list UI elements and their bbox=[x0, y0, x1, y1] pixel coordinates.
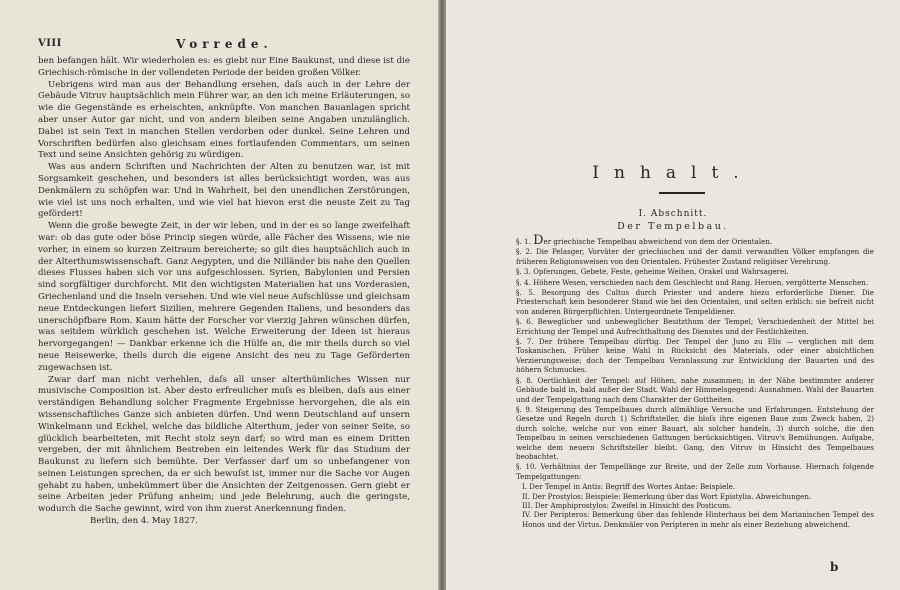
toc-entry-number: §. 5. bbox=[516, 288, 536, 298]
toc-entry-text: Die Pelasger, Vorväter der griechischen und der damit verwandten Völker empfangen die früheren Religionsweisen von den Orientalen. Frühester Zustand religiöser Verehrung. bbox=[516, 247, 874, 266]
toc-entry-number: §. 10. bbox=[516, 462, 537, 472]
toc-sub-entry: II. Der Prostylos: Beispiele: Bemerkung über das Wort Epistylia. Abweichungen. bbox=[522, 491, 812, 501]
preface-paragraph: Wenn die große bewegte Zeit, in der wir leben, und in der es so lange zweifelhaft war: ob das gute oder böse Princip siegen würde, alle Fächer des Wissens, wie nie vorher, in einem so kurzen Zeitraum bereicherte; so gilt dies hauptsächlich auch in der Alterthumswissenschaft. Ganz Aegypten, und die Nilländer bis nahe den Quellen dieses Flusses haben sich vor uns aufgeschlossen. Syrien, Babylonien und Persien sind sorgfältiger durchforcht. Mit den wichtigsten Materialien hat uns Vorderasien, Griechenland und die Inseln versehen. Und wie viel neue Aufschlüsse und gleichsam neue Entdeckungen liefert Sizilien, mehrere Gegenden Italiens, und besonders das unerschöpfbare Rom. Kaum hätte der Forscher vor vierzig Jahren wünschen dürfen, was seitdem würklich geschehen ist. Welche Erweiterung der Ideen ist hieraus hervorgegangen! — Dankbar erkenne ich die Hülfe an, die mir theils durch so viel neue Reisewerke, theils durch die eigene Ansicht des neu zu Tage Geförderten zugewachsen ist. bbox=[38, 221, 410, 373]
page-number: VIII bbox=[38, 38, 62, 49]
toc-entry-text: er griechische Tempelbau abweichend von dem der Orientalen. bbox=[543, 237, 773, 246]
toc-entry bbox=[516, 288, 874, 316]
toc-entry bbox=[516, 337, 874, 375]
table-of-contents bbox=[516, 233, 875, 529]
toc-entry-number: §. 9. bbox=[516, 404, 533, 414]
toc-entry-text: Oertlichkeit der Tempel: auf Höhen, nahe zusammen; in der Nähe bestimmter anderer Gebäude bald in, bald außer der Stadt. Wahl der Himmelsgegend: Ausnahmen. Wahl der Bauarten und der Tempelgattung nach dem Charakter der Gottheiten. bbox=[516, 375, 874, 404]
toc-entry-text: Steigerung des Tempelbaues durch allmählige Versuche und Erfahrungen. Entstehung der Gesetze und Regeln durch 1) Schriftsteller, die bloſs ihre eigenen Baue zum Zweck haben, 2) durch solche, welche nur von einer Bauart, als solcher handeln, 3) durch solche, die den Tempelbau in seinen verschiedenen Gattungen berücksichtigen. Vitruv's Bemühungen. Aufgabe, welche dem neuern Schriftsteller bleibt. Gang, den Vitruv in Hinsicht des Tempelbaues beobachtet. bbox=[516, 404, 874, 461]
toc-entry-number: §. 7. bbox=[516, 337, 534, 347]
preface-paragraph: ben befangen hält. Wir wiederholen es: es giebt nur Eine Baukunst, und diese ist die Griechisch-römische in der vollendeten Periode der beiden großen Völker. bbox=[38, 56, 410, 78]
toc-entry bbox=[516, 376, 874, 404]
preface-body bbox=[38, 56, 410, 528]
toc-sub-entry: IV. Der Peripteros: Bemerkung über das fehlende Hinterhaus bei dem Marianischen Tempel des Honos und der Virtus. Denkmäler von Peripteren in mehr als einer Beziehung abweichend. bbox=[522, 510, 874, 529]
preface-paragraph: Uebrigens wird man aus der Behandlung ersehen, daſs auch in der Lehre der Gebäude Vitruv hauptsächlich mein Führer war, an den ich meine Erläuterungen, so wie die Gegenstände es erheischten, anknüpfte. Von manchen Bauanlagen spricht aber unser Autor gar nicht, und von andern bleiben seine Angaben unzulänglich. Dabei ist sein Text in manchen Stellen verdorben oder dunkel. Seine Lehren und Vorschriften bedürfen also gleichsam eines fortlaufenden Commentars, um seinen Text und seine Ansichten gehörig zu würdigen. bbox=[38, 79, 410, 161]
left-page bbox=[0, 0, 438, 590]
signature-mark: b bbox=[830, 560, 839, 574]
toc-entry-text: Verhältniss der Tempellänge zur Breite, und der Zelle zum Vorhause. Hiernach folgende Tempelgattungen: bbox=[516, 462, 874, 481]
contents-title: Inhalt. bbox=[592, 163, 754, 183]
toc-entry bbox=[516, 247, 874, 266]
toc-entry-text: Der frühere Tempelbau dürftig. Der Tempel der Juno zu Elis — verglichen mit dem Toskanischen. Früher keine Wahl in Rücksicht des Materials, oder einer absichtlichen Verzierungsweise; doch der Tempelbau Veranlassung zur Entwicklung der Bauarten und des höhern Schmuckes. bbox=[516, 337, 874, 375]
preface-paragraph: Zwar darf man nicht verhehlen, daſs all unser alterthümliches Wissen nur musivische Composition ist. Aber desto erfreulicher muſs es bleiben, daſs aus einer verständigen Behandlung solcher Fragmente Ergebnisse hervorgehen, die als ein wissenschaftliches Ganze sich anbieten dürfen. Und wenn Deutschland auf unsern Winkelmann und Eckhel, welche das bildliche Alterthum, jeder von seiner Seite, so glücklich bearbeiteten, mit Recht stolz seyn darf; so wird man es einem Dritten vergeben, der mit ähnlichem Bestreben ein leitendes Werk für das Studium der Baukunst zu liefern sich bemühte. Der Verfasser darf um so unbefangener von seinen Leistungen sprechen, da er sich bewuſst ist, immer nur die Sache vor Augen gehabt zu haben, unbekümmert über die Ansichten der Zeitgenossen. Gern giebt er seine Arbeiten jeder Prüfung anheim; und jede Belehrung, auch die geringste, wodurch die Sache gewinnt, wird von ihm zuerst Anerkennung finden. bbox=[38, 374, 410, 515]
toc-entry-number: §. 4. bbox=[516, 277, 531, 287]
toc-entry bbox=[516, 462, 874, 481]
toc-drop-letter: D bbox=[533, 233, 544, 248]
toc-entry bbox=[516, 267, 874, 276]
section-heading: I. Abschnitt. bbox=[638, 209, 708, 219]
toc-entry-number: §. 8. bbox=[516, 375, 534, 385]
section-subtitle: Der Tempelbau. bbox=[617, 221, 729, 232]
toc-entry-text: Beweglicher und unbeweglicher Besitzthum der Tempel; Verschiedenheit der Mittel bei Errichtung der Tempel und Aufrechthaltung des Dienstes und der Festlichkeiten. bbox=[516, 317, 874, 336]
toc-entry bbox=[516, 405, 874, 461]
toc-entry-number: §. 2. bbox=[516, 247, 533, 257]
preface-paragraph: Was aus andern Schriften und Nachrichten der Alten zu benutzen war, ist mit Sorgsamkeit geschehen, und besonders ist alles berücksichtigt worden, was aus Denkmälern zu schöpfen war. Und in Wahrheit, bei den unendlichen Zerstörungen, wie viel ist uns noch erhalten, und wie viel hat hievon erst die neuste Zeit zu Tag gefördert! bbox=[38, 162, 410, 220]
toc-entry-text: Opferungen, Gebete, Feste, geheime Weihen, Orakel und Wahrsagerei. bbox=[533, 267, 789, 277]
book-gutter bbox=[438, 0, 446, 590]
toc-entry-text: Besorgung des Cultus durch Priester und andere hiezu erforderliche Diener. Die Priesterschaft kein besonderer Stand wie bei den Orientalen, und selten erblich: sie befreit nicht von anderen Bürgerpflichten. Untergeordnete Tempeldiener. bbox=[516, 288, 875, 316]
toc-entry bbox=[516, 317, 874, 336]
toc-sub-entry: III. Der Amphiprostylos: Zweifel in Hinsicht des Posticum. bbox=[522, 500, 732, 510]
toc-entry-number: §. 6. bbox=[516, 317, 534, 327]
toc-sub-entry: I. Der Tempel in Antis: Begriff des Wortes Antae: Beispiele. bbox=[522, 482, 736, 492]
page-heading: Vorrede. bbox=[176, 37, 273, 51]
toc-entry-number: §. 1. bbox=[516, 237, 531, 246]
toc-entry-text: Höhere Wesen, verschieden nach dem Geschlecht und Rang. Heroen, vergötterte Menschen. bbox=[533, 277, 869, 287]
running-head bbox=[38, 38, 408, 52]
toc-entry bbox=[516, 278, 874, 287]
toc-entry bbox=[516, 233, 874, 248]
title-rule bbox=[659, 192, 705, 194]
right-page bbox=[446, 0, 900, 590]
preface-signoff: Berlin, den 4. May 1827. bbox=[90, 516, 198, 527]
toc-entry-number: §. 3. bbox=[516, 267, 531, 277]
